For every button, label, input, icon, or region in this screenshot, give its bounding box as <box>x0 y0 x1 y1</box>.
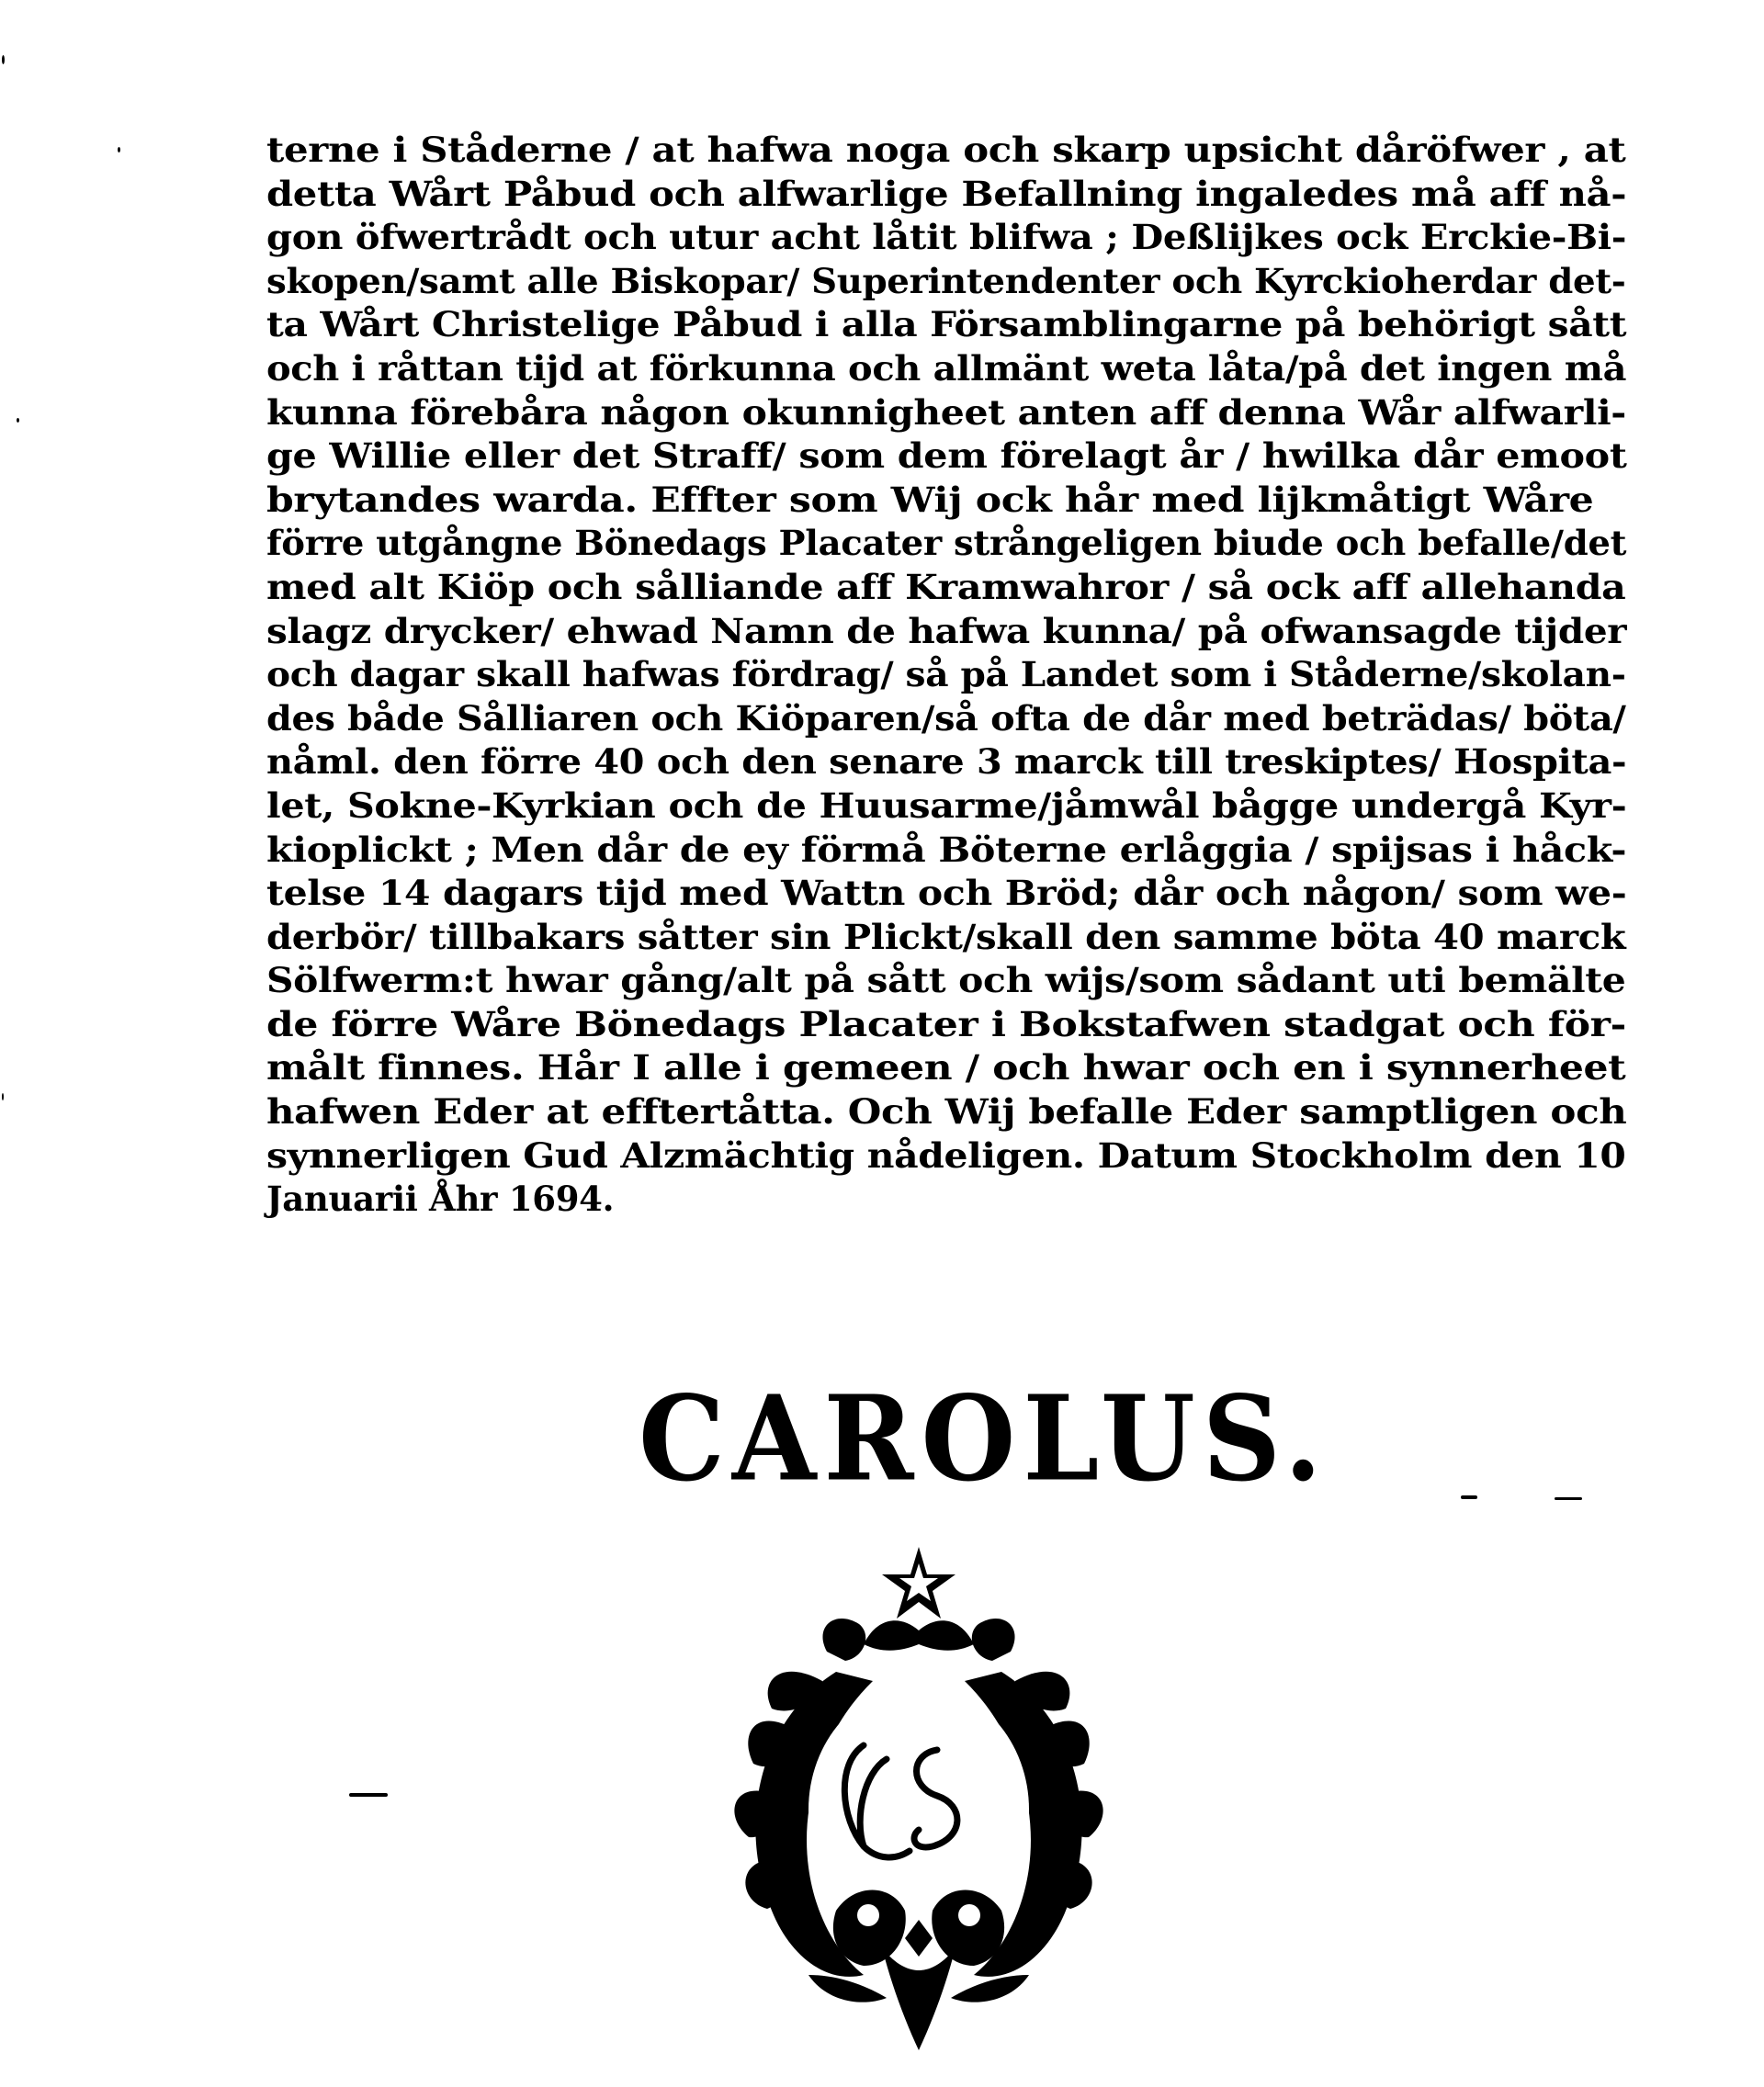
text-line: des både Sålliaren och Kiöparen/så ofta de dår med beträdas/ böta/ <box>266 697 1626 739</box>
scan-speck <box>1461 1495 1477 1499</box>
text-line: kioplickt ; Men dår de ey förmå Böterne erlåggia / spijsas i håck- <box>266 829 1627 870</box>
text-line: synnerligen Gud Alzmächtig nådeligen. Datum Stockholm den 10 <box>266 1134 1626 1176</box>
text-line: gon öfwertrådt och utur acht låtit blifwa ; Deßlijkes ock Erckie-Bi- <box>266 217 1627 258</box>
text-line: och dagar skall hafwas fördrag/ så på Landet som i Ståderne/skolan- <box>266 654 1626 695</box>
text-line: nåml. den förre 40 och den senare 3 marck till treskiptes/ Hospita- <box>266 741 1627 783</box>
scan-speck <box>349 1793 388 1797</box>
text-line: med alt Kiöp och sålliande aff Kramwahror / så ock aff allehanda <box>266 566 1626 607</box>
text-line: förre utgångne Bönedags Placater strångeligen biude och befalle/det <box>266 523 1627 564</box>
text-line: slagz drycker/ ehwad Namn de hafwa kunna/ på ofwansagde tijder <box>266 610 1627 651</box>
decree-body-text <box>266 129 1626 1222</box>
text-line: brytandes warda. Effter som Wij ock hår med lijkmåtigt Wåre <box>266 479 1594 520</box>
text-line: ta Wårt Christelige Påbud i alla Församblingarne på behörigt sått <box>266 304 1627 345</box>
scan-speck <box>118 147 120 152</box>
text-line: ge Willie eller det Straff/ som dem förelagt år / hwilka dår emoot <box>266 435 1627 477</box>
scan-speck <box>1555 1497 1582 1500</box>
scan-speck <box>2 55 5 64</box>
text-line: Sölfwerm:t hwar gång/alt på sått och wijs/som sådant uti bemälte <box>266 960 1626 1001</box>
text-line: målt finnes. Hår I alle i gemeen / och hwar och en i synnerheet <box>266 1047 1626 1089</box>
text-line: derbör/ tillbakars såtter sin Plickt/skall den samme böta 40 marck <box>266 916 1626 957</box>
text-line: de förre Wåre Bönedags Placater i Bokstafwen stadgat och för- <box>266 1003 1626 1044</box>
text-line: detta Wårt Påbud och alfwarlige Befallning ingaledes må aff nå- <box>266 173 1627 214</box>
text-line: kunna förebåra någon okunnigheet anten aff denna Wår alfwarli- <box>266 391 1626 433</box>
text-line: hafwen Eder at efftertåtta. Och Wij befalle Eder samptligen och <box>266 1091 1627 1133</box>
laurel-wreath-ornament <box>726 1543 1112 2058</box>
text-line: let, Sokne-Kyrkian och de Huusarme/jåmwål bågge undergå Kyr- <box>266 784 1627 826</box>
scan-speck <box>17 418 19 423</box>
text-line: telse 14 dagars tijd med Wattn och Bröd; dår och någon/ som we- <box>266 873 1627 914</box>
scan-speck <box>2 1093 4 1100</box>
royal-signature: CAROLUS. <box>639 1369 1329 1507</box>
text-line: skopen/samt alle Biskopar/ Superintendenter och Kyrckioherdar det- <box>266 260 1626 301</box>
text-line: Januarii Åhr 1694. <box>266 1179 615 1220</box>
text-line: terne i Ståderne / at hafwa noga och skarp upsicht dåröfwer , at <box>266 130 1626 170</box>
text-line: och i råttan tijd at förkunna och allmänt weta låta/på det ingen må <box>266 347 1627 389</box>
